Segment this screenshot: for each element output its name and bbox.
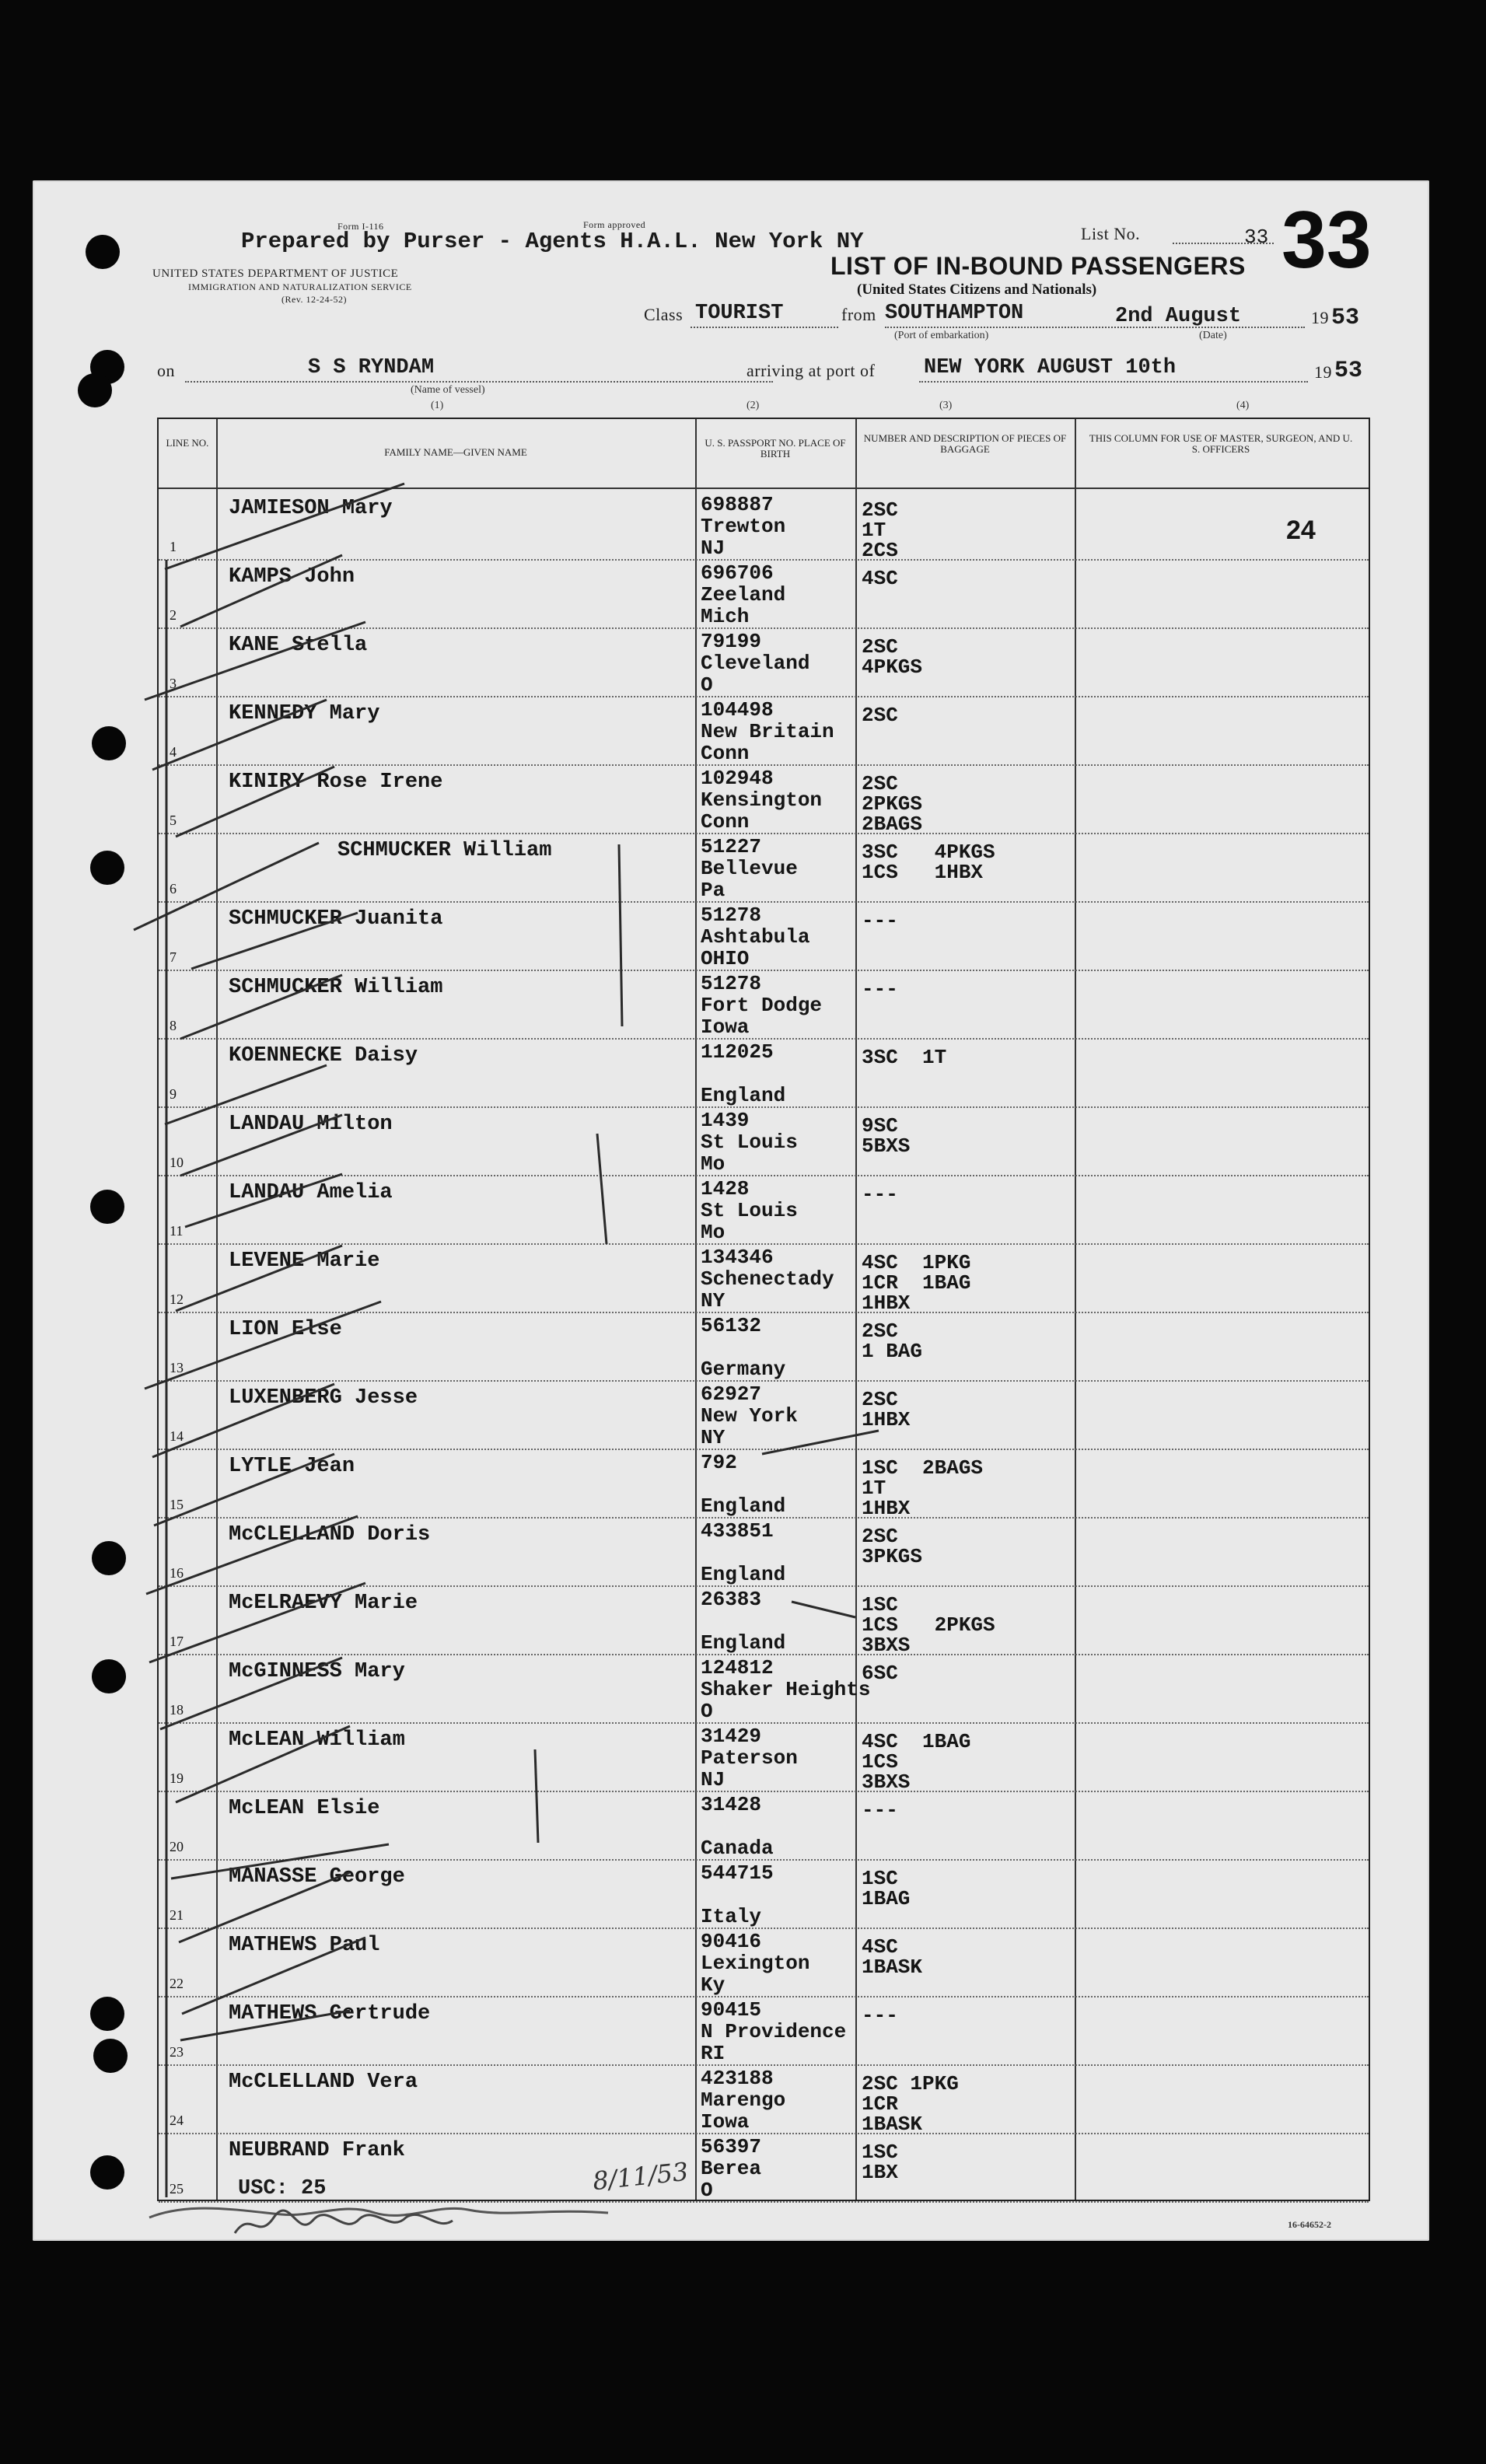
line-number: 4 bbox=[170, 744, 177, 760]
from-value: SOUTHAMPTON bbox=[885, 302, 1024, 325]
col-header-passport: U. S. PASSPORT NO. PLACE OF BIRTH bbox=[705, 437, 846, 460]
passenger-name: NEUBRAND Frank bbox=[229, 2139, 405, 2162]
table-row bbox=[159, 1929, 1369, 1997]
usc-count: USC: 25 bbox=[238, 2177, 327, 2200]
table-row bbox=[159, 1040, 1369, 1108]
passport-birthplace: 698887 Trewton NJ bbox=[701, 493, 786, 560]
table-row bbox=[159, 561, 1369, 629]
table-row bbox=[159, 1587, 1369, 1655]
binder-hole bbox=[90, 851, 124, 885]
date-sub: (Date) bbox=[1199, 330, 1227, 341]
line-number: 5 bbox=[170, 813, 177, 828]
line-number: 15 bbox=[170, 1497, 184, 1512]
baggage-description: 2SC 1HBX bbox=[862, 1388, 911, 1431]
baggage-description: 2SC 3PKGS bbox=[862, 1525, 923, 1568]
table-row bbox=[159, 1997, 1369, 2066]
class-value: TOURIST bbox=[695, 302, 784, 325]
table-row bbox=[159, 1724, 1369, 1792]
col-num-4: (4) bbox=[1236, 400, 1250, 411]
table-row bbox=[159, 903, 1369, 971]
passenger-name: LION Else bbox=[229, 1318, 342, 1341]
col-num-1: (1) bbox=[431, 400, 444, 411]
baggage-description: 4SC bbox=[862, 567, 898, 590]
passenger-name: LUXENBERG Jesse bbox=[229, 1386, 418, 1410]
form-revision: (Rev. 12-24-52) bbox=[281, 294, 348, 305]
line-number: 25 bbox=[170, 2181, 184, 2197]
year1-prefix: 19 bbox=[1311, 308, 1329, 327]
year2-prefix: 19 bbox=[1314, 362, 1332, 382]
passenger-name: McLEAN William bbox=[229, 1728, 405, 1752]
list-no-typed: 33 bbox=[1244, 225, 1269, 249]
line-number: 6 bbox=[170, 881, 177, 896]
baggage-description: 6SC bbox=[862, 1662, 898, 1685]
baggage-description: 4SC 1PKG 1CR 1BAG 1HBX bbox=[862, 1251, 971, 1315]
baggage-description: 3SC 1T bbox=[862, 1046, 947, 1069]
passenger-name: McGINNESS Mary bbox=[229, 1660, 405, 1683]
baggage-description: 2SC 1 BAG bbox=[862, 1319, 923, 1363]
passport-birthplace: 79199 Cleveland O bbox=[701, 630, 810, 697]
baggage-description: 2SC 1PKG 1CR 1BASK bbox=[862, 2072, 959, 2136]
passport-birthplace: 90415 N Providence RI bbox=[701, 1998, 847, 2065]
binder-hole bbox=[90, 1997, 124, 2031]
binder-hole bbox=[78, 373, 112, 407]
baggage-description: --- bbox=[862, 1183, 898, 1206]
handwritten-date: 8/11/53 bbox=[591, 2156, 691, 2197]
passenger-name: LYTLE Jean bbox=[229, 1455, 355, 1478]
passport-birthplace: 1428 St Louis Mo bbox=[701, 1177, 798, 1244]
passenger-name: KENNEDY Mary bbox=[229, 702, 380, 725]
baggage-description: 2SC bbox=[862, 704, 898, 727]
binder-hole bbox=[92, 1659, 126, 1693]
line-number: 19 bbox=[170, 1770, 184, 1786]
passenger-name: MATHEWS Paul bbox=[229, 1934, 380, 1957]
arrival-rule bbox=[919, 381, 1308, 383]
page-subtitle: (United States Citizens and Nationals) bbox=[857, 281, 1097, 298]
dept-line-2: IMMIGRATION AND NATURALIZATION SERVICE bbox=[188, 281, 412, 292]
passenger-name: LANDAU Amelia bbox=[229, 1181, 393, 1204]
form-number: Form I-116 bbox=[337, 221, 384, 232]
line-number: 20 bbox=[170, 1839, 184, 1854]
passenger-name: MANASSE George bbox=[229, 1865, 405, 1889]
baggage-description: 2SC 4PKGS bbox=[862, 635, 923, 679]
officer-note: 24 bbox=[1286, 516, 1316, 545]
passenger-name: KOENNECKE Daisy bbox=[229, 1044, 418, 1068]
baggage-description: 3SC 4PKGS 1CS 1HBX bbox=[862, 841, 995, 884]
passport-birthplace: 433851 England bbox=[701, 1519, 786, 1586]
passport-birthplace: 31428 Canada bbox=[701, 1793, 774, 1860]
col-num-3: (3) bbox=[939, 400, 953, 411]
table-row bbox=[159, 629, 1369, 697]
baggage-description: 1SC 1BX bbox=[862, 2141, 898, 2184]
passport-birthplace: 102948 Kensington Conn bbox=[701, 767, 823, 834]
passport-birthplace: 1439 St Louis Mo bbox=[701, 1109, 798, 1176]
col-header-line-no: LINE NO. bbox=[166, 437, 209, 449]
table-row bbox=[159, 1313, 1369, 1382]
class-label: Class bbox=[644, 305, 684, 324]
table-row bbox=[159, 1245, 1369, 1313]
manifest-page bbox=[33, 180, 1429, 2241]
passport-birthplace: 51227 Bellevue Pa bbox=[701, 835, 798, 902]
col-num-2: (2) bbox=[746, 400, 760, 411]
baggage-description: 2SC 2PKGS 2BAGS bbox=[862, 772, 923, 836]
col-header-officers: THIS COLUMN FOR USE OF MASTER, SURGEON, AND U. S. OFFICERS bbox=[1089, 432, 1353, 455]
baggage-description: --- bbox=[862, 2004, 898, 2027]
binder-hole bbox=[93, 2039, 128, 2073]
form-code: 16-64652-2 bbox=[1288, 2219, 1331, 2230]
passenger-name: KAMPS John bbox=[229, 565, 355, 589]
class-rule bbox=[691, 327, 838, 328]
from-rule bbox=[885, 327, 1305, 328]
passport-birthplace: 696706 Zeeland Mich bbox=[701, 561, 786, 628]
passenger-name: KANE Stella bbox=[229, 634, 368, 657]
vessel-sub: (Name of vessel) bbox=[411, 384, 485, 396]
line-number: 24 bbox=[170, 2113, 184, 2128]
line-number: 1 bbox=[170, 539, 177, 554]
passenger-name: JAMIESON Mary bbox=[229, 497, 393, 520]
passenger-name: McCLELLAND Doris bbox=[229, 1523, 431, 1547]
dept-line-1: UNITED STATES DEPARTMENT OF JUSTICE bbox=[152, 267, 399, 280]
table-row bbox=[159, 1792, 1369, 1861]
table-row bbox=[159, 834, 1369, 903]
table-row bbox=[159, 1655, 1369, 1724]
baggage-description: --- bbox=[862, 977, 898, 1001]
from-sub: (Port of embarkation) bbox=[894, 330, 989, 341]
line-number: 14 bbox=[170, 1428, 184, 1444]
baggage-description: 4SC 1BASK bbox=[862, 1935, 923, 1979]
passport-birthplace: 104498 New Britain Conn bbox=[701, 698, 834, 765]
vessel-rule bbox=[185, 381, 773, 383]
line-number: 18 bbox=[170, 1702, 184, 1718]
on-label: on bbox=[157, 361, 175, 380]
passport-birthplace: 792 England bbox=[701, 1451, 786, 1518]
year2-value: 53 bbox=[1334, 358, 1363, 384]
passport-birthplace: 124812 Shaker Heights O bbox=[701, 1656, 871, 1723]
table-row bbox=[159, 1176, 1369, 1245]
arrival-port-date: NEW YORK AUGUST 10th bbox=[924, 356, 1177, 379]
passenger-name: McLEAN Elsie bbox=[229, 1797, 380, 1820]
table-row bbox=[159, 1108, 1369, 1176]
from-label: from bbox=[841, 305, 876, 324]
passport-birthplace: 423188 Marengo Iowa bbox=[701, 2067, 786, 2134]
line-number: 22 bbox=[170, 1976, 184, 1991]
passenger-name: MATHEWS Gertrude bbox=[229, 2002, 431, 2025]
baggage-description: 9SC 5BXS bbox=[862, 1114, 911, 1158]
table-row bbox=[159, 971, 1369, 1040]
prepared-by-line: Prepared by Purser - Agents H.A.L. New York NY bbox=[241, 229, 864, 254]
list-no-label: List No. bbox=[1081, 224, 1141, 243]
passport-birthplace: 51278 Fort Dodge Iowa bbox=[701, 972, 823, 1039]
line-number: 13 bbox=[170, 1360, 184, 1375]
line-number: 17 bbox=[170, 1634, 184, 1649]
table-row bbox=[159, 1519, 1369, 1587]
passport-birthplace: 62927 New York NY bbox=[701, 1382, 798, 1449]
baggage-description: 2SC 1T 2CS bbox=[862, 498, 898, 562]
passenger-name: SCHMUCKER William bbox=[229, 976, 443, 999]
passport-birthplace: 31429 Paterson NJ bbox=[701, 1725, 798, 1791]
binder-hole bbox=[92, 726, 126, 760]
line-number: 3 bbox=[170, 676, 177, 691]
table-row bbox=[159, 2066, 1369, 2134]
binder-hole bbox=[86, 235, 120, 269]
form-approved: Form approved bbox=[583, 219, 646, 230]
line-number: 2 bbox=[170, 607, 177, 623]
table-row bbox=[159, 766, 1369, 834]
line-number: 8 bbox=[170, 1018, 177, 1033]
baggage-description: 1SC 1CS 2PKGS 3BXS bbox=[862, 1593, 995, 1657]
binder-hole bbox=[92, 1541, 126, 1575]
col-header-baggage: NUMBER AND DESCRIPTION OF PIECES OF BAGGAGE bbox=[863, 432, 1067, 455]
officer-signature bbox=[142, 2186, 639, 2249]
passenger-name: SCHMUCKER Juanita bbox=[229, 907, 443, 931]
line-number: 23 bbox=[170, 2044, 184, 2060]
passport-birthplace: 544715 Italy bbox=[701, 1861, 774, 1928]
line-number: 16 bbox=[170, 1565, 184, 1581]
passenger-name: LANDAU Milton bbox=[229, 1113, 393, 1136]
header-rule bbox=[159, 488, 1369, 489]
baggage-description: --- bbox=[862, 1798, 898, 1822]
passenger-name: SCHMUCKER William bbox=[337, 839, 552, 862]
passport-birthplace: 90416 Lexington Ky bbox=[701, 1930, 810, 1997]
passenger-table bbox=[157, 418, 1370, 2201]
table-row bbox=[159, 697, 1369, 766]
table-row bbox=[159, 1450, 1369, 1519]
baggage-description: --- bbox=[862, 909, 898, 932]
line-number: 21 bbox=[170, 1907, 184, 1923]
binder-hole bbox=[90, 2155, 124, 2190]
vessel-name: S S RYNDAM bbox=[308, 356, 435, 379]
table-row bbox=[159, 1382, 1369, 1450]
passport-birthplace: 26383 England bbox=[701, 1588, 786, 1655]
passport-birthplace: 56132 Germany bbox=[701, 1314, 786, 1381]
passport-birthplace: 56397 Berea O bbox=[701, 2135, 762, 2202]
baggage-description: 4SC 1BAG 1CS 3BXS bbox=[862, 1730, 971, 1794]
line-number: 10 bbox=[170, 1155, 184, 1170]
date-value: 2nd August bbox=[1115, 305, 1242, 328]
passenger-name: McELRAEVY Marie bbox=[229, 1592, 418, 1615]
arriving-label: arriving at port of bbox=[746, 361, 876, 380]
passport-birthplace: 51278 Ashtabula OHIO bbox=[701, 903, 810, 970]
passport-birthplace: 134346 Schenectady NY bbox=[701, 1246, 834, 1312]
year1-value: 53 bbox=[1331, 305, 1360, 331]
passenger-name: LEVENE Marie bbox=[229, 1249, 380, 1273]
list-no-big: 33 bbox=[1281, 195, 1372, 285]
line-number: 12 bbox=[170, 1291, 184, 1307]
table-row bbox=[159, 492, 1369, 561]
binder-hole bbox=[90, 1190, 124, 1224]
passenger-name: KINIRY Rose Irene bbox=[229, 771, 443, 794]
passport-birthplace: 112025 England bbox=[701, 1040, 786, 1107]
col-header-name: FAMILY NAME—GIVEN NAME bbox=[384, 446, 527, 458]
table-row bbox=[159, 1861, 1369, 1929]
page-title: LIST OF IN-BOUND PASSENGERS bbox=[830, 252, 1246, 280]
line-number: 11 bbox=[170, 1223, 184, 1239]
line-number: 7 bbox=[170, 949, 177, 965]
line-number: 9 bbox=[170, 1086, 177, 1102]
baggage-description: 1SC 2BAGS 1T 1HBX bbox=[862, 1456, 984, 1520]
passenger-name: McCLELLAND Vera bbox=[229, 2071, 418, 2094]
baggage-description: 1SC 1BAG bbox=[862, 1867, 911, 1910]
